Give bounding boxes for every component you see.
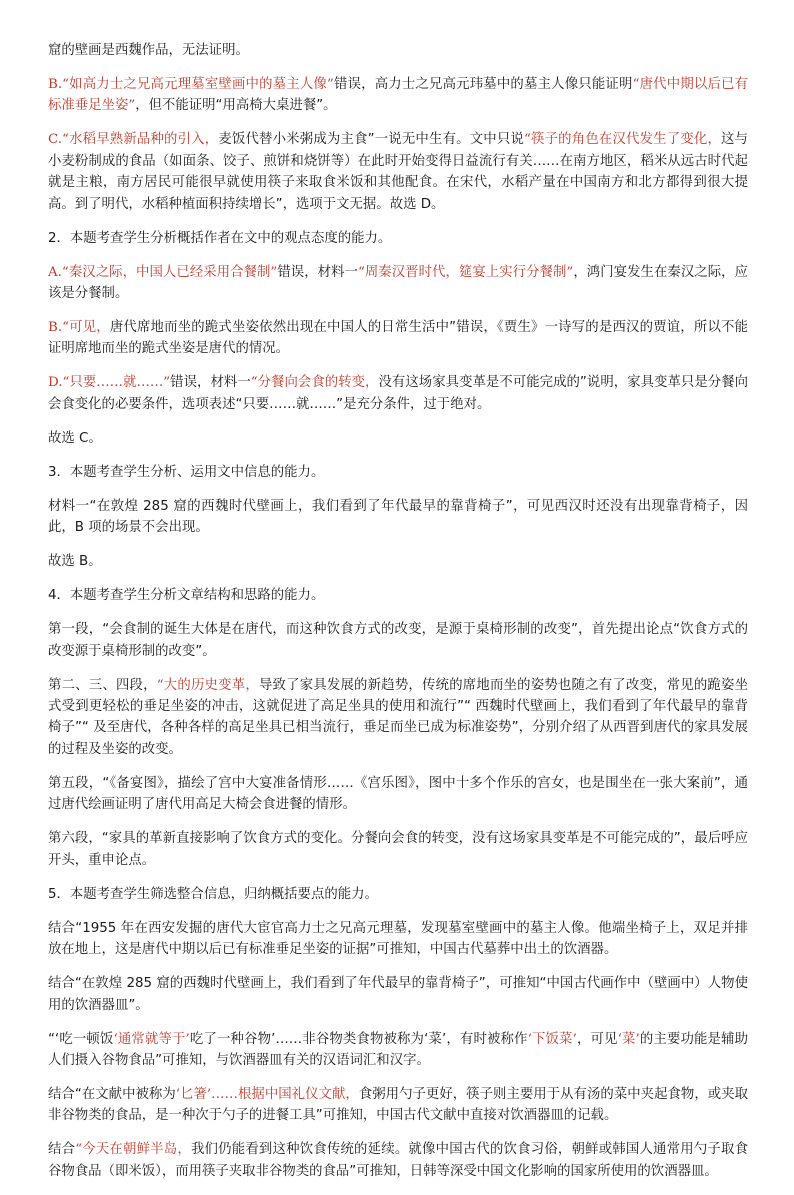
body-text: ，鸿门宴发生在秦汉之际，应该是分餐制。	[48, 264, 749, 302]
body-text: 吃了一种谷物’……非谷物类食物被称为‘菜’，有时被称作	[189, 1031, 528, 1047]
quoted-text-highlight: “筷子的角色在汉代发生了变化，	[524, 132, 722, 148]
quoted-text-highlight: ‘匕箸’……根据中国礼仪文献，	[175, 1086, 359, 1102]
body-text: 5．本题考查学生筛选整合信息，归纳概括要点的能力。	[48, 886, 378, 902]
quoted-text-highlight: B.“可见，	[48, 320, 110, 336]
body-text: ，但不能证明“用高椅大桌进餐”。	[135, 98, 337, 114]
body-text: 食粥用勺子更好，筷子则主要用于从有汤的菜中夹起食物，或夹取非谷物类的食品，是一种次于勺子的进餐工具”可推知，中国古代文献中直接对饮酒器皿的记载。	[48, 1086, 749, 1124]
paragraph-p22	[48, 1139, 748, 1182]
body-text: 第五段，“《备宴图》，描绘了宫中大宴准备情形……《宫乐图》，图中十多个作乐的宫女，也是围坐在一张大案前”，通过唐代绘画证明了唐代用高足大椅会食进餐的情形。	[48, 775, 748, 813]
body-text: 3．本题考查学生分析、运用文中信息的能力。	[48, 464, 325, 480]
paragraph-p14	[48, 675, 748, 761]
paragraph-p8	[48, 428, 748, 449]
paragraph-p6	[48, 317, 748, 360]
quoted-text-highlight: “唐代中期以后已有标准垂足坐姿”	[48, 77, 748, 114]
body-text: 结合“1955 年在西安发掘的唐代大宦官高力士之兄高元理墓，发现墓室壁画中的墓主人像。他端坐椅子上，双足并排放在地上，这是唐代中期以后已有标准垂足坐姿的证据”可推知，中国古代墓葬中出土的饮酒器。	[48, 920, 748, 958]
body-text: 第一段，“会食制的诞生大体是在唐代，而这种饮食方式的改变，是源于桌椅形制的改变”，首先提出论点“饮食方式的改变源于桌椅形制的改变”。	[48, 622, 748, 659]
paragraph-p5	[48, 262, 748, 305]
paragraph-p4	[48, 228, 748, 249]
body-text: 4．本题考查学生分析文章结构和思路的能力。	[48, 588, 325, 604]
quoted-text-highlight: “今天在朝鲜半岛，	[75, 1142, 191, 1158]
paragraph-p11	[48, 551, 748, 572]
document-page	[48, 40, 748, 1195]
body-text: 唐代席地而坐的跪式坐姿依然出现在中国人的日常生活中”错误，《贾生》一诗写的是西汉的贾谊，所以不能证明席地而坐的跪式坐姿是唐代的情况。	[48, 320, 748, 357]
paragraph-p17	[48, 884, 748, 905]
body-text: 没有这场家具变革是不可能完成的”说明，家具变革只是分餐向会食变化的必要条件，选项表述“只要……就……”是充分条件，过于绝对。	[48, 375, 748, 412]
paragraph-p19	[48, 973, 748, 1016]
paragraph-p1	[48, 40, 748, 61]
paragraph-p7	[48, 372, 748, 415]
paragraph-p21	[48, 1084, 748, 1127]
paragraph-p15	[48, 773, 748, 816]
quoted-text-highlight: B.“如高力士之兄高元理墓室壁画中的墓主人像”	[48, 77, 334, 92]
body-text: 麦饭代替小米粥成为主食”一说无中生有。文中只说	[218, 132, 525, 148]
body-text: 错误，材料一	[277, 264, 358, 280]
quoted-text-highlight: ‘通常就等于’	[113, 1031, 190, 1047]
body-text: 结合	[48, 1142, 76, 1158]
paragraph-p20	[48, 1029, 748, 1072]
body-text: 的主要功能是辅助人们摄入谷物食品”可推知，与饮酒器皿有关的汉语词汇和汉字。	[48, 1031, 748, 1068]
body-text: 第六段，“家具的革新直接影响了饮食方式的变化。分餐向会食的转变，没有这场家具变革是不可能完成的”，最后呼应开头，重申论点。	[48, 831, 748, 868]
body-text: 这与小麦粉制成的食品（如面条、饺子、煎饼和烧饼等）在此时开始变得日益流行有关……在南方地区，稻米从远古时代起就是主粮，南方居民可能很早就使用筷子来取食米饭和其他配食。在宋代，水稻产量在中国南方和北方都得到很大提高。到了明代，水稻种植面积持续增长”，选项于文无据。故选 D。	[48, 132, 748, 212]
quoted-text-highlight: “大的历史变革，	[156, 677, 259, 693]
paragraph-p2	[48, 74, 748, 117]
quoted-text-highlight: C.“水稻早熟新品种的引入，	[48, 132, 219, 148]
quoted-text-highlight: ‘菜’	[617, 1031, 640, 1047]
quoted-text-highlight: “周秦汉晋时代，筵宴上实行分餐制”	[357, 264, 574, 280]
body-text: 导致了家具发展的新趋势，传统的席地而坐的姿势也随之有了改变，常见的跪姿坐式受到更轻松的垂足坐姿的冲击，这就促进了高足坐具的使用和流行”“ 西魏时代壁画上，我们看到了年代最早的靠背椅子”“ 及至唐代，各种各样的高足坐具已相当流行，垂足而坐已成为标准姿势”，分别介绍了从西晋到唐代的家具发展的过程及坐姿的改变。	[48, 677, 748, 757]
body-text: 结合“在文献中被称为	[48, 1086, 176, 1102]
body-text: ，可见	[576, 1031, 618, 1047]
paragraph-p13	[48, 619, 748, 662]
paragraph-p3	[48, 129, 748, 215]
body-text: “‘吃一顿饭	[48, 1031, 114, 1047]
paragraph-p16	[48, 828, 748, 871]
body-text: 2．本题考查学生分析概括作者在文中的观点态度的能力。	[48, 230, 392, 246]
body-text: 材料一“在敦煌 285 窟的西魏时代壁画上，我们看到了年代最早的靠背椅子”，可见西汉时还没有出现靠背椅子，因此，B 项的场景不会出现。	[48, 498, 748, 536]
body-text: 错误，材料一	[170, 375, 251, 391]
paragraph-p12	[48, 585, 748, 606]
body-text: 错误，高力士之兄高元玮墓中的墓主人像只能证明	[333, 77, 633, 92]
quoted-text-highlight: ‘下饭菜’	[527, 1031, 577, 1047]
paragraph-p18	[48, 918, 748, 961]
body-text: 我们仍能看到这种饮食传统的延续。就像中国古代的饮食习俗，朝鲜或韩国人通常用勺子取食谷物食品（即米饭），而用筷子夹取非谷物类的食品”可推知，日韩等深受中国文化影响的国家所使用的饮酒器皿。	[48, 1142, 748, 1179]
paragraph-p10	[48, 496, 748, 539]
body-text: 故选 C。	[48, 430, 102, 446]
quoted-text-highlight: D.“只要……就……”	[48, 375, 171, 391]
body-text: 结合“在敦煌 285 窟的西魏时代壁画上，我们看到了年代最早的靠背椅子”，可推知“中国古代画作中（壁画中）人物使用的饮酒器皿”。	[48, 976, 748, 1013]
body-text: 窟的壁画是西魏作品，无法证明。	[48, 43, 249, 58]
quoted-text-highlight: A.“秦汉之际，中国人已经采用合餐制”	[48, 264, 278, 280]
body-text: 故选 B。	[48, 554, 102, 570]
quoted-text-highlight: “分餐向会食的转变，	[250, 375, 379, 391]
paragraph-p9	[48, 462, 748, 483]
body-text: 第二、三、四段，	[48, 677, 157, 693]
